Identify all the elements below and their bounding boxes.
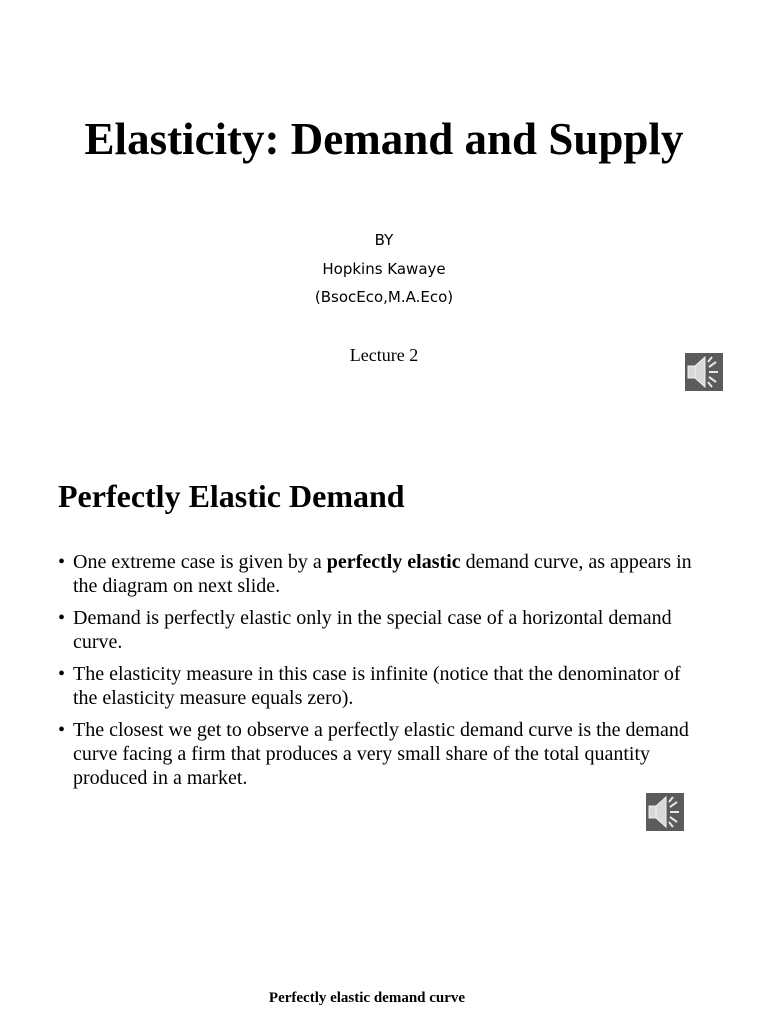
speaker-icon[interactable]: [646, 793, 684, 831]
bullet-icon: •: [58, 551, 66, 573]
bullet-text-bold: perfectly elastic: [326, 551, 461, 573]
list-item: [58, 606, 698, 654]
bullet-icon: •: [58, 607, 66, 629]
bullet-text-end: demand curve, as appears in the diagram on next slide.: [73, 551, 692, 597]
bullet-icon: •: [58, 719, 66, 741]
slide-title: Elasticity: Demand and Supply: [84, 114, 684, 164]
title-slide: [0, 0, 768, 420]
bullet-text-start: One extreme case is given by a: [73, 551, 327, 573]
list-item: [58, 550, 698, 598]
by-label: BY: [374, 231, 394, 249]
author-name: Hopkins Kawaye: [322, 260, 446, 278]
bullet-text: Demand is perfectly elastic only in the special case of a horizontal demand curve.: [73, 607, 672, 653]
list-item: [58, 718, 698, 790]
speaker-icon[interactable]: [685, 353, 723, 391]
bullet-text: The elasticity measure in this case is infinite (notice that the denominator of the elasticity measure equals zero).: [73, 663, 681, 709]
content-slide: [0, 440, 768, 860]
bullet-list: [58, 550, 698, 798]
bullet-icon: •: [58, 663, 66, 685]
bullet-text: The closest we get to observe a perfectly elastic demand curve is the demand curve facing a firm that produces a very small share of the total quantity produced in a market.: [73, 719, 689, 789]
lecture-label: Lecture 2: [349, 345, 419, 365]
slide-title: Perfectly Elastic Demand: [58, 478, 405, 514]
author-credentials: (BsocEco,M.A.Eco): [314, 288, 454, 306]
list-item: [58, 662, 698, 710]
slide-title: Perfectly elastic demand curve: [268, 990, 466, 1006]
diagram-slide: [0, 960, 768, 1024]
